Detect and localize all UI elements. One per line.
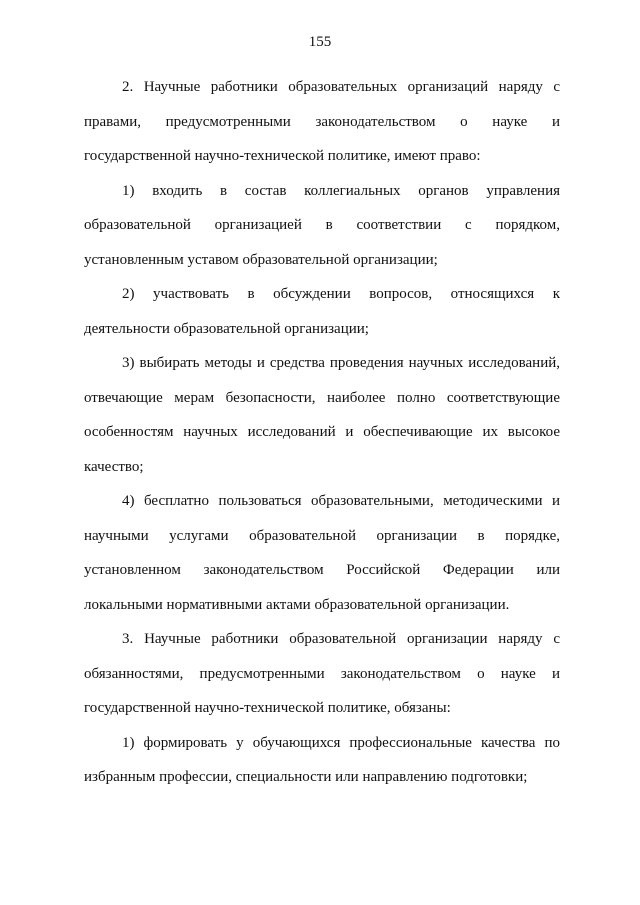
paragraph-duty-1: 1) формировать у обучающихся профессиональные качества по избранным профессии, специальности или направлению подготовки; — [84, 734, 560, 785]
paragraph-right-1: 1) входить в состав коллегиальных органов управления образовательной организацией в соответствии с порядком, установленным уставом образовательной организации; — [84, 182, 560, 268]
paragraph-right-2: 2) участвовать в обсуждении вопросов, относящихся к деятельности образовательной организации; — [84, 286, 560, 337]
paragraph-right-3: 3) выбирать методы и средства проведения научных исследований, отвечающие мерам безопасности, наиболее полно соответствующие особенностям научных исследований и обеспечивающие их высокое качество; — [84, 355, 560, 475]
paragraph-section-2-intro: 2. Научные работники образовательных организаций наряду с правами, предусмотренными законодательством о науке и государственной научно-технической политике, имеют право: — [84, 79, 560, 164]
page-number: 155 — [308, 34, 332, 50]
document-body — [84, 70, 560, 795]
paragraph-right-4: 4) бесплатно пользоваться образовательными, методическими и научными услугами образовательной организации в порядке, установленном законодательством Российской Федерации или локальными нормативными актами образовательной организации. — [84, 493, 560, 613]
paragraph-section-3-intro: 3. Научные работники образовательной организации наряду с обязанностями, предусмотренными законодательством о науке и государственной научно-технической политике, обязаны: — [84, 631, 560, 716]
